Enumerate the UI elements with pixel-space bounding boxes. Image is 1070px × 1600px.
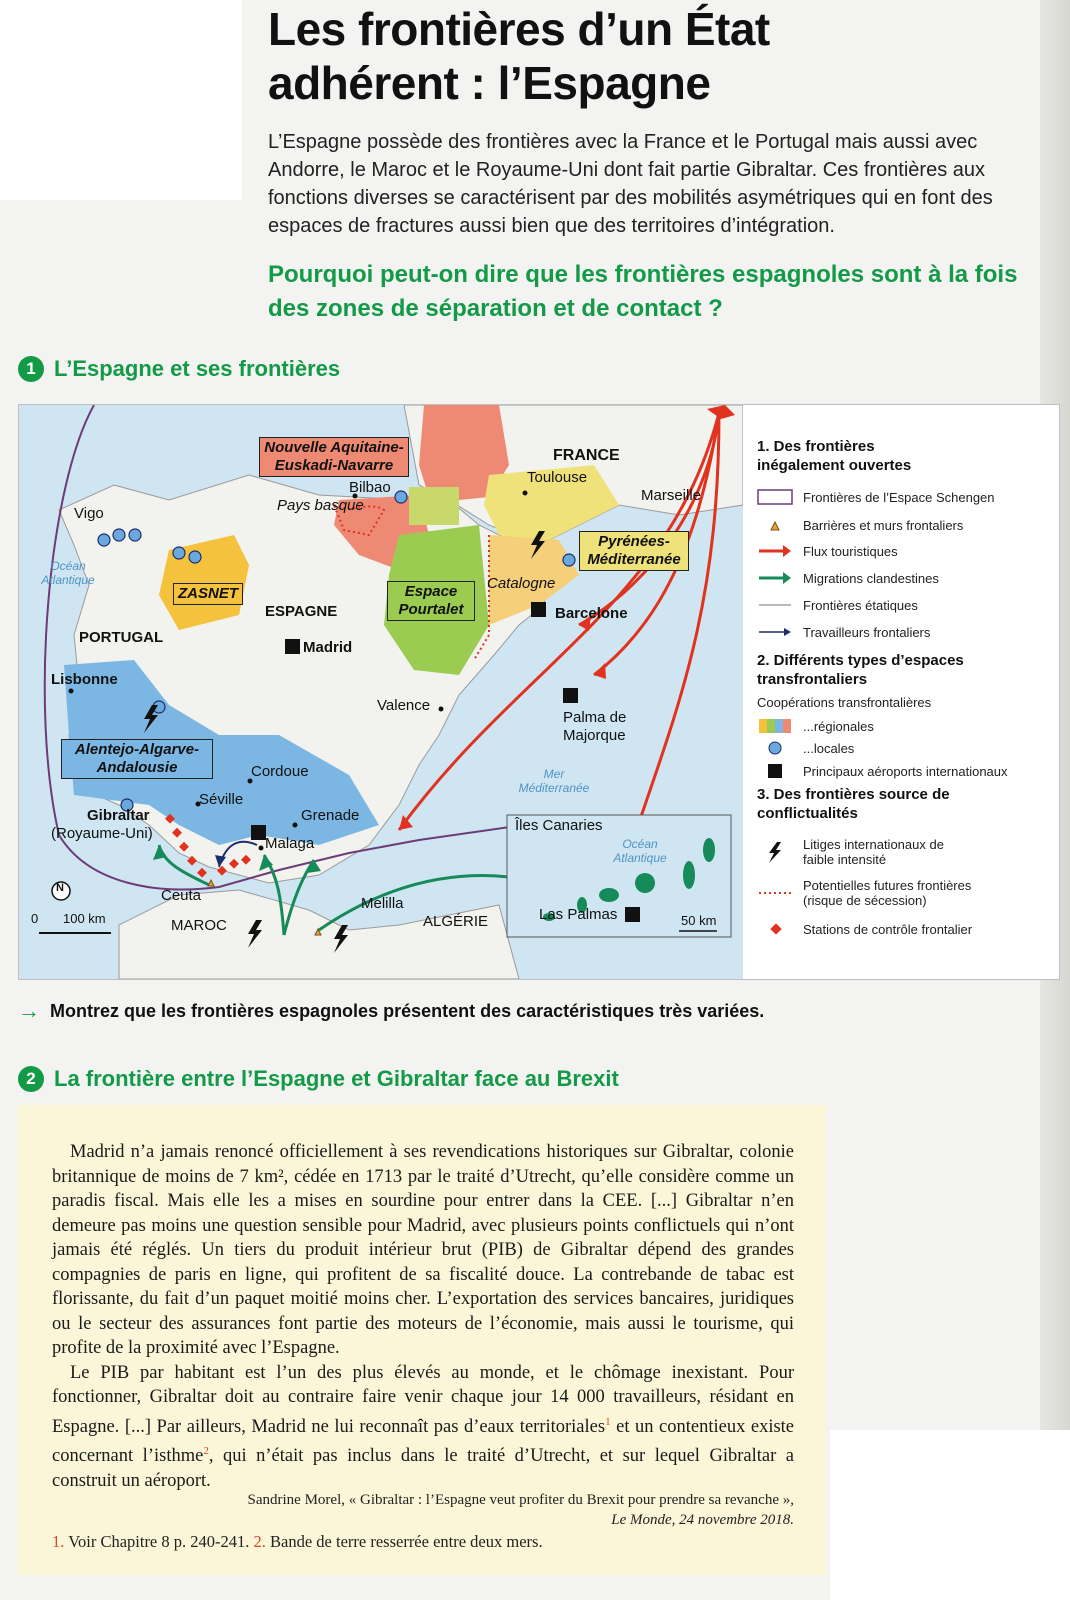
legend-heading-3: 3. Des frontières source de conflictualités (757, 786, 950, 822)
airport-barcelone (531, 602, 546, 617)
scale-canaries-label: 50 km (681, 913, 717, 928)
legend-flux: Flux touristiques (757, 541, 898, 561)
coop-espace-portalet: Espace Pourtalet (387, 581, 475, 621)
scale-main-label: 100 km (63, 911, 106, 926)
article-paragraph-2: Le PIB par habitant est l’un des plus élevés au monde, et le chômage inexistant. Pour fonctionner, Gibraltar doit au contraire faire venir chaque jour 14 000 travailleurs, résidant en Espagne. [...] Par ailleurs, Madrid ne lui reconnaît pas d’eaux territoriales$^1$ et un contentieux existe concernant l’isthme$^2$, qui n’était pas inclus dans le traité d’Utrecht, et sur lequel Gibraltar a construit un aéroport. (52, 1362, 795, 1491)
coop-pyrenees-med: Pyrénées-Méditerranée (579, 531, 689, 571)
local-coop-marker (98, 534, 110, 546)
map-area (19, 405, 743, 979)
label-malaga: Malaga (265, 835, 315, 852)
island (683, 861, 695, 889)
label-algerie: ALGÉRIE (423, 913, 489, 930)
local-coop-marker (113, 529, 125, 541)
airport-palma (563, 688, 578, 703)
note-1-text: Voir Chapitre 8 p. 240-241. (64, 1532, 254, 1551)
page-title (268, 2, 1028, 110)
dot-lisbonne (69, 689, 74, 694)
legend-litiges: Litiges internationaux de faible intensité (757, 835, 953, 869)
label-ocean-canaries: Océan Atlantique (613, 837, 667, 865)
bottom-white-block (830, 1430, 1070, 1600)
title-line-2: adhérent : l’Espagne (268, 57, 711, 109)
station-marker (197, 868, 207, 878)
legend-aeroports: Principaux aéroports internationaux (757, 761, 1008, 781)
legend-futures: Potentielles futures frontières (risque de sécession) (757, 876, 1003, 910)
label-pays-basque: Pays basque (277, 497, 364, 514)
label-melilla: Melilla (361, 895, 404, 912)
label-mediterranee: Mer Méditerranée (518, 767, 590, 795)
map-legend (749, 405, 1059, 979)
label-espagne: ESPAGNE (265, 603, 338, 620)
footnote-ref-2: 2 (203, 1445, 209, 1458)
label-bilbao: Bilbao (349, 479, 391, 496)
label-ceuta: Ceuta (161, 887, 202, 904)
corner-white-block (0, 0, 242, 200)
label-gibraltar-sub: (Royaume-Uni) (51, 825, 153, 842)
airport-malaga (251, 825, 266, 840)
local-coop-marker (563, 554, 575, 566)
legend-heading-2: 2. Différents types d’espaces transfrontaliers (757, 652, 964, 688)
label-france: FRANCE (553, 447, 620, 464)
label-ocean-atlantique: Océan Atlantique (41, 559, 95, 587)
barrier-marker (208, 880, 214, 886)
legend-etatiques: Frontières étatiques (757, 595, 918, 615)
coop-nouvelle-aquitaine: Nouvelle Aquitaine-Euskadi-Navarre (259, 437, 409, 477)
intro-text: L’Espagne possède des frontières avec la France et le Portugal mais aussi avec Andorre, le Maroc et le Royaume-Uni dont fait partie Gibraltar. Ces frontières aux fonctions diverses se caractérisent par des mobilités asymétriques qui en font des espaces de fractures aussi bien que des territoires d’intégration. (268, 131, 993, 237)
label-madrid: Madrid (303, 639, 353, 656)
section2-title (18, 1066, 619, 1092)
label-portugal: PORTUGAL (79, 629, 164, 646)
legend-coop: Coopérations transfrontalières (757, 695, 932, 710)
source-line-2: Le Monde, 24 novembre 2018. (611, 1512, 794, 1528)
section2-number: 2 (18, 1066, 44, 1092)
flux-arrowhead (399, 815, 413, 830)
red-arrow-icon (757, 541, 797, 561)
dotted-line-icon (757, 883, 797, 903)
legend-barrieres: Barrières et murs frontaliers (757, 515, 963, 535)
label-lisbonne: Lisbonne (51, 671, 118, 688)
green-arrow-icon (757, 568, 797, 588)
section2-title-text: La frontière entre l’Espagne et Gibraltar face au Brexit (54, 1066, 619, 1091)
island (599, 888, 619, 902)
red-diamond-icon (757, 919, 797, 939)
section1-title-text: L’Espagne et ses frontières (54, 356, 341, 381)
airport-icon (757, 761, 797, 781)
barrier-icon (757, 515, 797, 535)
scale-zero: 0 (31, 911, 39, 926)
source-line-1: Sandrine Morel, « Gibraltar : l’Espagne veut profiter du Brexit pour prendre sa revanche », (247, 1492, 794, 1508)
airport-madrid (285, 639, 300, 654)
article-paragraph-1: Madrid n’a jamais renoncé officiellement à ses revendications historiques sur Gibraltar, colonie britannique de moins de 7 km², cédée en 1713 par le traité d’Utrecht, qu’elle considère comme un paradis fiscal. Mais elle les a mises en sourdine pour entrer dans la CEE. [...] Gibraltar n’en demeure pas moins une question sensible pour Madrid, avec plusieurs points conflictuels qui n’ont jamais été réglés. Un tiers du produit intérieur brut (PIB) de Gibraltar dépend des grandes compagnies de paris en ligne, qui profitent de sa fiscalité douce. La contrebande de tabac est florissante, du fait d’un paquet moitié moins cher. L’exportation des services bancaires, juridiques ou le secteur des assurances font partie des moteurs de l’économie, mais aussi le tourisme, qui profite de la proximité avec l’Espagne. (52, 1142, 794, 1358)
dot-grenade (293, 823, 298, 828)
legend-regionales: ...régionales (757, 716, 874, 736)
label-barcelone: Barcelone (555, 605, 628, 622)
legend-schengen: Frontières de l’Espace Schengen (757, 487, 995, 507)
map-instruction (18, 998, 764, 1024)
local-coop-marker (189, 551, 201, 563)
state-border-icon (757, 595, 797, 615)
label-maroc: MAROC (171, 917, 227, 934)
dot-toulouse (523, 491, 528, 496)
regional-coop-icon (757, 716, 797, 736)
label-catalogne: Catalogne (487, 575, 556, 592)
source-citation (160, 1490, 794, 1530)
arrow-right-icon: → (18, 998, 40, 1023)
map-figure (18, 404, 1060, 980)
note-2-text: Bande de terre resserrée entre deux mers. (265, 1532, 543, 1551)
legend-migrations: Migrations clandestines (757, 568, 939, 588)
label-cordoue: Cordoue (251, 763, 309, 780)
label-valence: Valence (377, 697, 431, 714)
label-toulouse: Toulouse (527, 469, 588, 486)
legend-travailleurs: Travailleurs frontaliers (757, 622, 930, 642)
footnotes (52, 1532, 543, 1552)
coop-alentejo: Alentejo-Algarve-Andalousie (61, 739, 213, 779)
label-vigo: Vigo (74, 505, 104, 522)
dot-malaga (259, 846, 264, 851)
problem-question: Pourquoi peut-on dire que les frontières espagnoles sont à la fois des zones de séparation et de contact ? (268, 261, 1018, 322)
legend-stations: Stations de contrôle frontalier (757, 919, 972, 939)
lightning-icon (757, 842, 797, 862)
title-line-1: Les frontières d’un État (268, 3, 770, 55)
instruction-text: Montrez que les frontières espagnoles présentent des caractéristiques très variées. (50, 1000, 765, 1021)
island (703, 838, 715, 862)
schengen-border-icon (757, 487, 797, 507)
note-1-number: 1. (52, 1532, 65, 1551)
island (635, 873, 655, 893)
label-palma: Palma de Majorque (563, 709, 627, 744)
footnote-ref-1: 1 (605, 1415, 611, 1428)
note-2-number: 2. (253, 1532, 266, 1551)
label-seville: Séville (199, 791, 244, 808)
coop-zasnet: ZASNET (173, 583, 243, 605)
label-gibraltar: Gibraltar (87, 807, 150, 824)
local-coop-marker (129, 529, 141, 541)
legend-locales: ...locales (757, 738, 854, 758)
hatch-region (409, 487, 459, 525)
section1-title (18, 356, 340, 382)
label-las-palmas: Las Palmas (539, 906, 618, 923)
local-coop-marker (395, 491, 407, 503)
dot-valence (439, 707, 444, 712)
label-iles-canaries: Îles Canaries (515, 817, 603, 834)
blue-arrow-icon (757, 622, 797, 642)
label-marseille: Marseille (641, 487, 702, 504)
flux-arrowhead (594, 663, 606, 679)
label-grenade: Grenade (301, 807, 360, 824)
north-icon: N (56, 882, 64, 894)
article-text (52, 1140, 794, 1493)
section1-number: 1 (18, 356, 44, 382)
airport-las-palmas (625, 907, 640, 922)
legend-heading-1: 1. Des frontières inégalement ouvertes (757, 438, 912, 474)
hexagon-icon (757, 738, 797, 758)
local-coop-marker (173, 547, 185, 559)
